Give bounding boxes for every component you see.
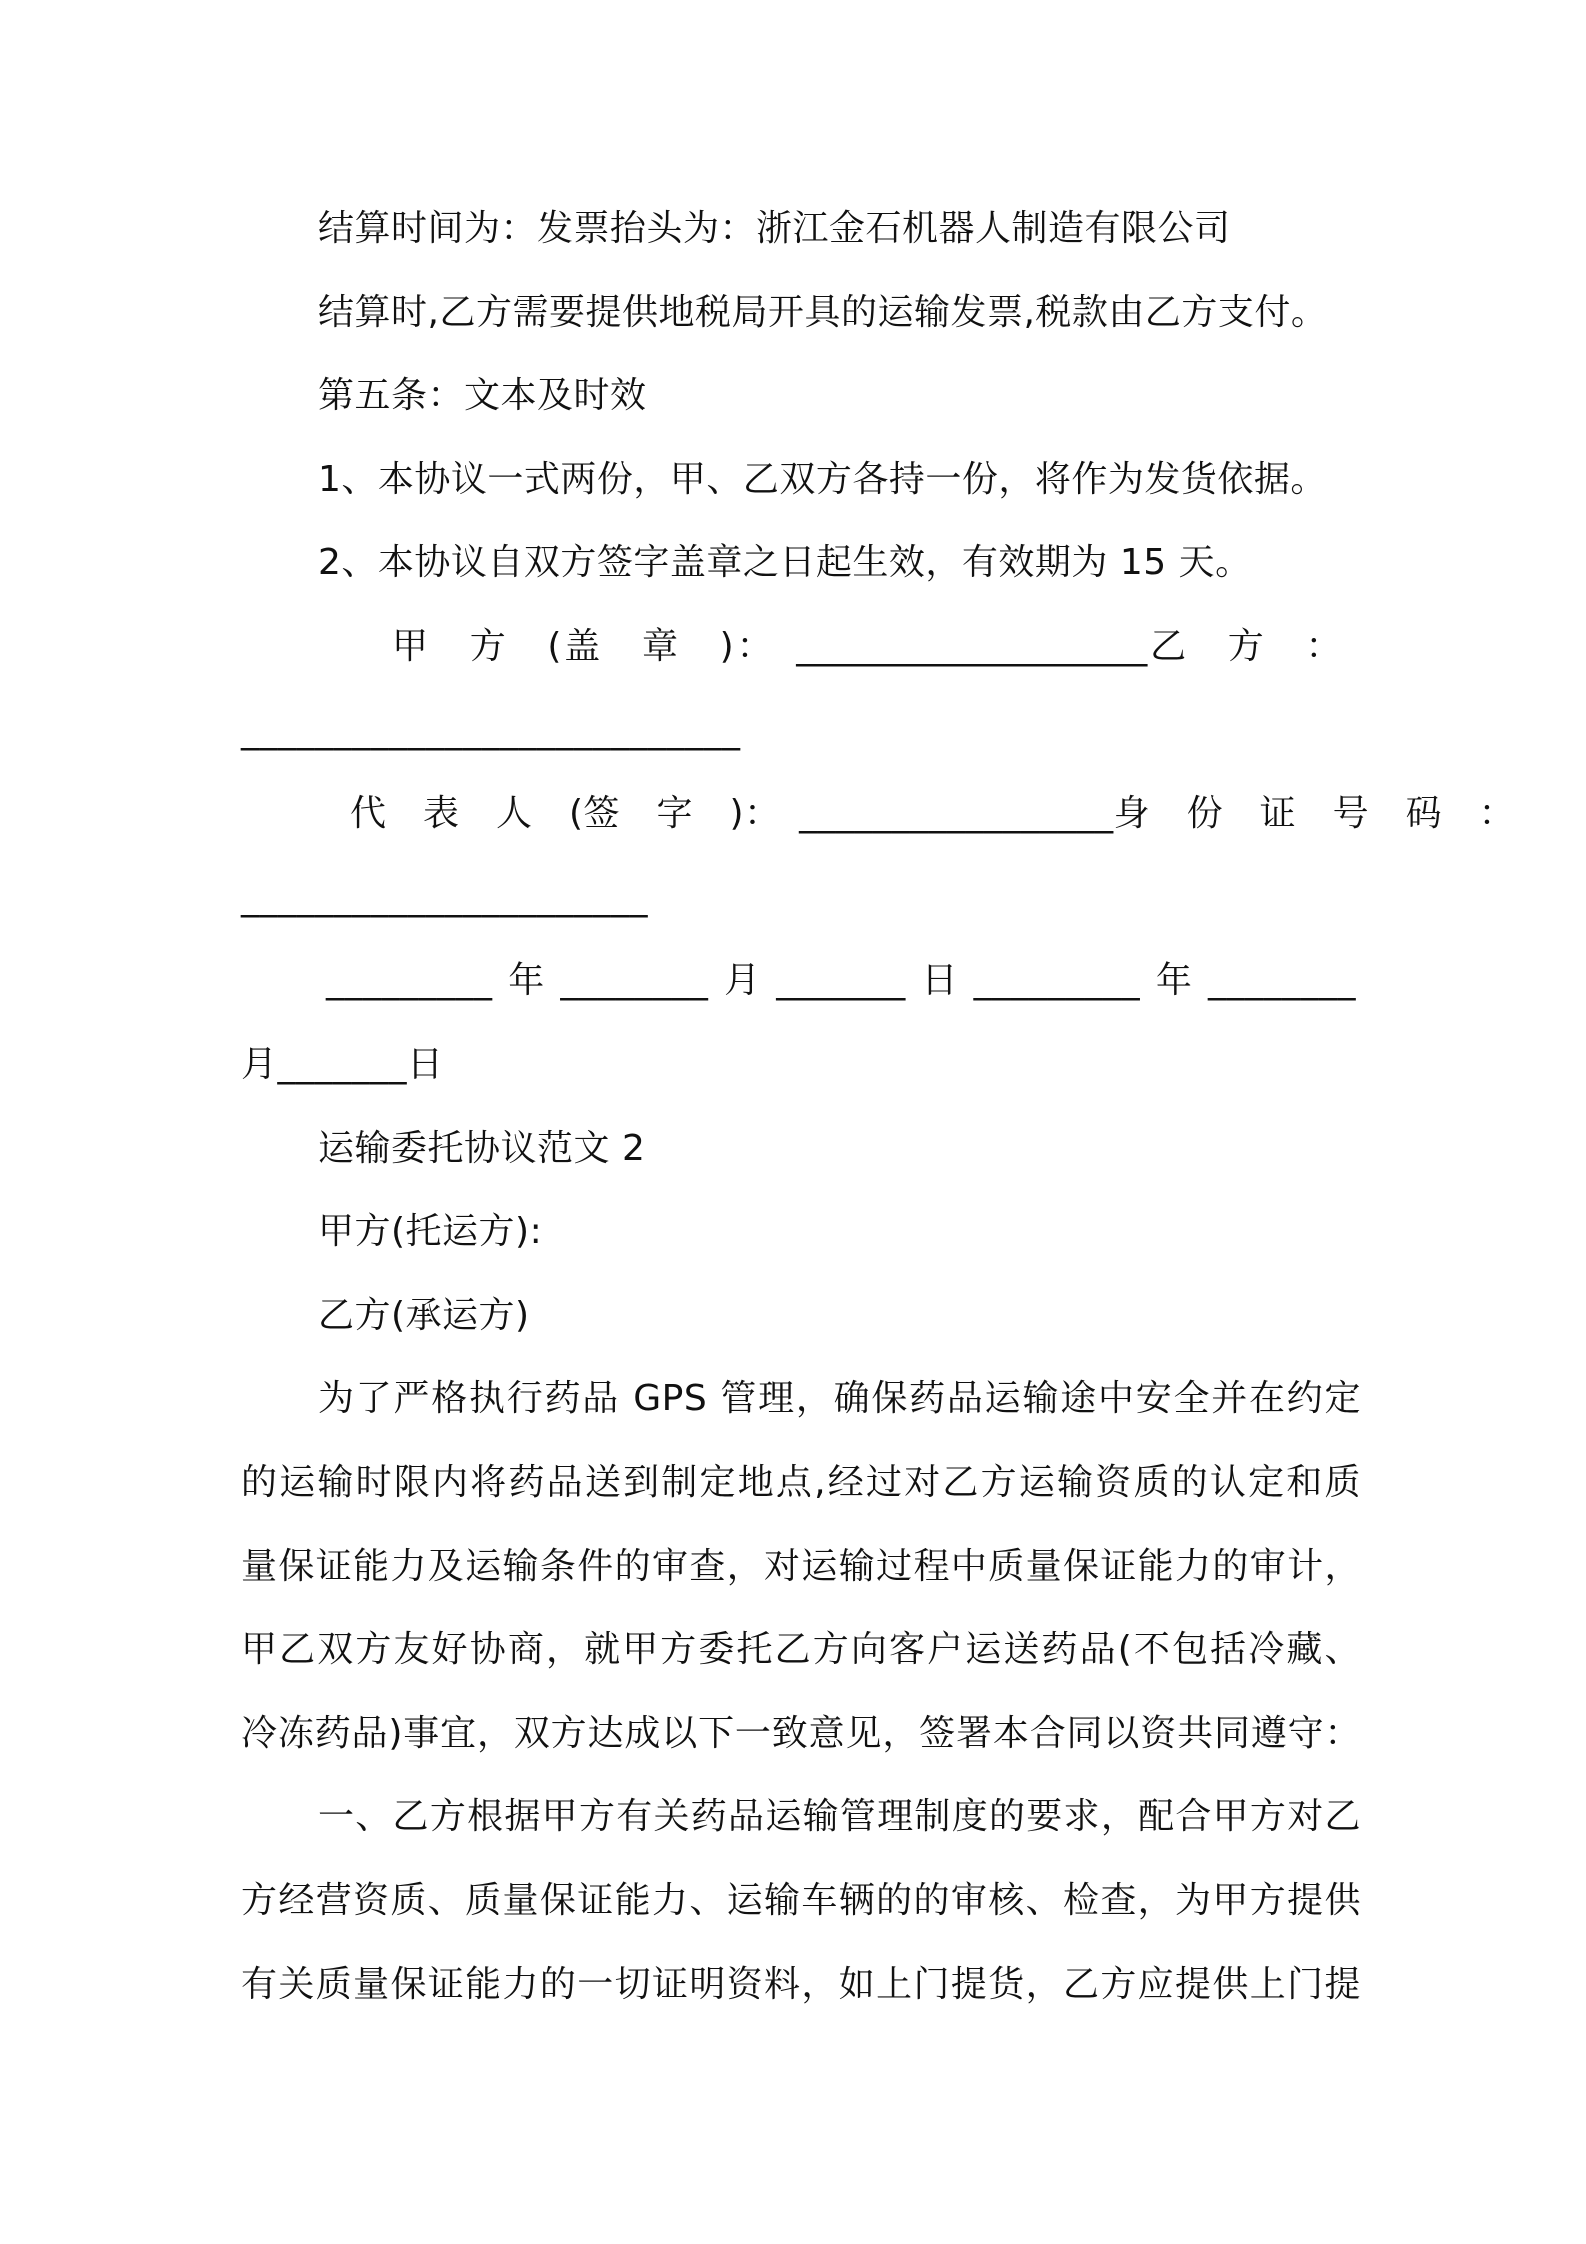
- party-b-carrier-line: 乙方(承运方): [318, 1295, 530, 1336]
- intro-paragraph-line-4: 甲乙双方友好协商，就甲方委托乙方向客户运送药品(不包括冷藏、: [241, 1629, 1361, 1670]
- intro-paragraph-line-2: 的运输时限内将药品送到制定地点,经过对乙方运输资质的认定和质: [241, 1462, 1361, 1503]
- id-number-blank-line: ______________________: [241, 877, 648, 918]
- article-five-heading: 第五条：文本及时效: [318, 375, 647, 416]
- invoice-requirement-line: 结算时,乙方需要提供地税局开具的运输发票,税款由乙方支付。: [318, 292, 1328, 333]
- clause-2-line: 2、本协议自双方签字盖章之日起生效，有效期为 15 天。: [318, 542, 1252, 583]
- party-b-blank-line: ___________________________: [241, 710, 741, 751]
- intro-paragraph-line-1: 为了严格执行药品 GPS 管理，确保药品运输途中安全并在约定: [318, 1378, 1361, 1419]
- clause-one-line-3: 有关质量保证能力的一切证明资料，如上门提货，乙方应提供上门提: [241, 1964, 1361, 2005]
- party-a-shipper-line: 甲方(托运方):: [318, 1211, 543, 1252]
- clause-1-line: 1、本协议一式两份，甲、乙双方各持一份，将作为发货依据。: [318, 459, 1327, 500]
- representative-signature-line: 代 表 人 (签 字 )： _________________身 份 证 号 码 ：: [350, 793, 1516, 834]
- clause-one-line-1: 一、乙方根据甲方有关药品运输管理制度的要求，配合甲方对乙: [318, 1796, 1361, 1837]
- intro-paragraph-line-5: 冷冻药品)事宜，双方达成以下一致意见，签署本合同以资共同遵守：: [241, 1713, 1361, 1754]
- date-line: _________年________月_______日_________年________: [326, 960, 1356, 1001]
- party-a-seal-line: 甲 方 (盖 章 )： ___________________乙 方 ：: [392, 626, 1342, 667]
- clause-one-line-2: 方经营资质、质量保证能力、运输车辆的的审核、检查，为甲方提供: [241, 1880, 1361, 1921]
- date-line-continued: 月_______日: [241, 1044, 444, 1085]
- intro-paragraph-line-3: 量保证能力及运输条件的审查，对运输过程中质量保证能力的审计，: [241, 1546, 1361, 1587]
- settlement-time-line: 结算时间为：发票抬头为：浙江金石机器人制造有限公司: [318, 208, 1231, 249]
- sample-2-heading: 运输委托协议范文 2: [318, 1128, 646, 1169]
